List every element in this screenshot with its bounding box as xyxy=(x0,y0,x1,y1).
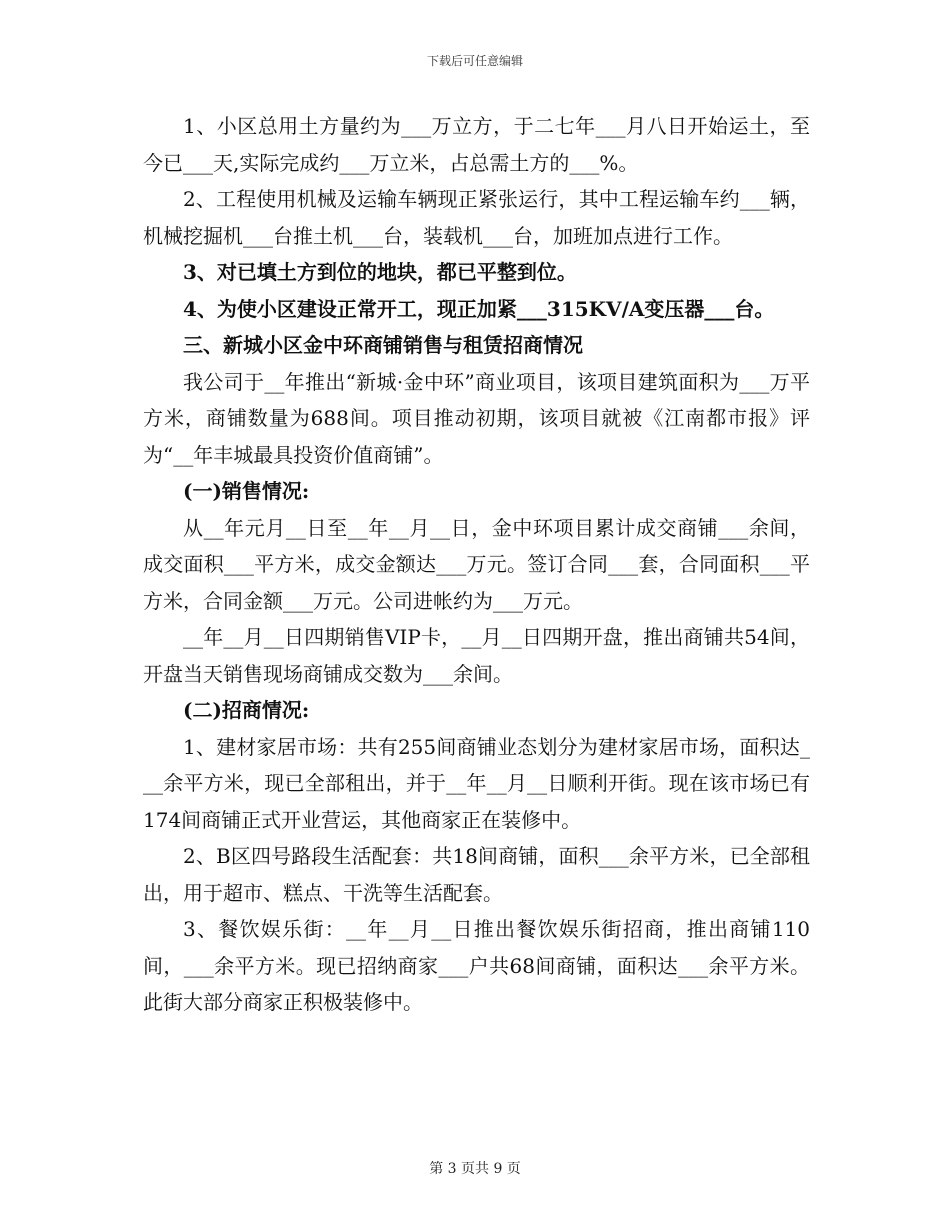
paragraph-4: 4、为使小区建设正常开工，现正加紧___315KV/A变压器___台。 xyxy=(183,296,775,321)
page-header: 下载后可任意编辑 xyxy=(426,54,523,68)
paragraph-2: 2、工程使用机械及运输车辆现正紧张运行，其中工程运输车约___辆，机械挖掘机___台推土机___台，装载机___台，加班加点进行工作。 xyxy=(143,187,810,248)
paragraph-leasing-1: 1、建材家居市场：共有255间商铺业态划分为建材家居市场，面积达___余平方米，现已全部租出，并于__年__月__日顺利开街。现在该市场已有174间商铺正式开业营运，其他商家正在装修中。 xyxy=(143,734,810,832)
subheading-leasing: (二)招商情况: xyxy=(183,698,310,722)
paragraph-sales-1: 从__年元月__日至__年__月__日，金中环项目累计成交商铺___余间，成交面积___平方米，成交金额达___万元。签订合同___套，合同面积___平方米，合同金额___万元。公司进帐约为___万元。 xyxy=(143,515,810,613)
paragraph-intro: 我公司于__年推出“新城·金中环”商业项目，该项目建筑面积为___万平方米，商铺数量为688间。项目推动初期，该项目就被《江南都市报》评为“__年丰城最具投资价值商铺”。 xyxy=(143,369,810,467)
subheading-sales: (一)销售情况: xyxy=(183,479,310,503)
paragraph-sales-2: __年__月__日四期销售VIP卡，__月__日四期开盘，推出商铺共54间，开盘当天销售现场商铺成交数为___余间。 xyxy=(143,625,810,686)
paragraph-leasing-3: 3、餐饮娱乐街：__年__月__日推出餐饮娱乐街招商，推出商铺110间，___余平方米。现已招纳商家___户共68间商铺，面积达___余平方米。此街大部分商家正积极装修中。 xyxy=(143,917,810,1014)
page-footer: 第 3 页共 9 页 xyxy=(429,1161,521,1177)
document-body xyxy=(143,108,810,1021)
section-heading-3: 三、新城小区金中环商铺销售与租赁招商情况 xyxy=(183,333,583,357)
paragraph-leasing-2: 2、B区四号路段生活配套：共18间商铺，面积___余平方米，已全部租出，用于超市、糕点、干洗等生活配套。 xyxy=(143,844,810,905)
paragraph-1: 1、小区总用土方量约为___万立方，于二七年___月八日开始运土，至今已___天,实际完成约___万立米，占总需土方的___%。 xyxy=(143,114,810,175)
paragraph-3: 3、对已填土方到位的地块，都已平整到位。 xyxy=(183,260,577,284)
